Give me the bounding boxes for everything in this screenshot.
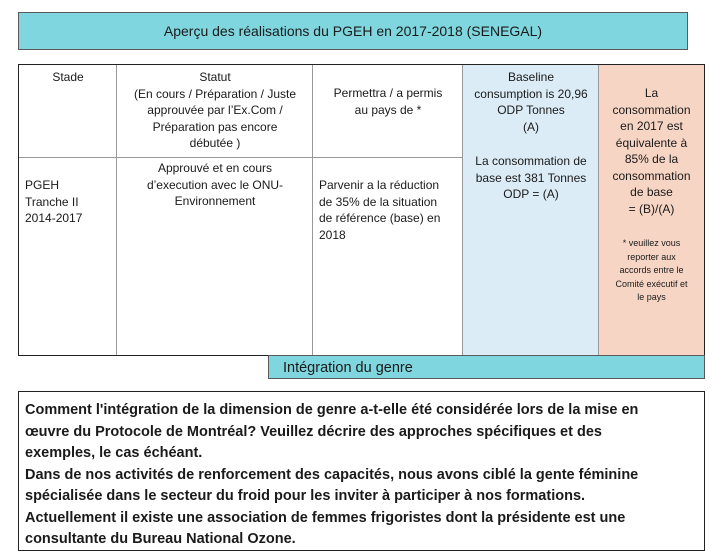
line: consultante du Bureau National Ozone. — [25, 531, 296, 547]
cell-permettra-value — [319, 177, 440, 243]
line: approuvée par l’Ex.Com / — [147, 103, 283, 117]
line: Permettra / a permis — [333, 86, 443, 100]
cell-stade-value — [25, 177, 82, 227]
line: Comment l'intégration de la dimension de genre a-t-elle été considérée lors de la mise en — [25, 402, 639, 418]
line: équivalente à — [615, 135, 688, 150]
line: PGEH — [25, 178, 60, 192]
cell-statut-value — [117, 160, 313, 210]
line: œuvre du Protocole de Montréal? Veuillez décrire des approches spécifiques et des — [25, 423, 602, 440]
line: Dans de nos activités de renforcement des capacités, nous avons ciblé la gente féminine — [25, 466, 639, 483]
line: le pays — [637, 292, 666, 302]
genre-text-box — [18, 391, 705, 551]
genre-heading-bar — [268, 355, 705, 379]
line: Actuellement il existe une association de femmes frigoristes dont la présidente est une — [25, 509, 626, 526]
line: * veuillez vous — [622, 238, 681, 248]
line: (En cours / Préparation / Juste — [133, 86, 297, 101]
line: exemples, le cas échéant. — [25, 445, 203, 461]
line: de référence (base) en — [319, 211, 441, 225]
line: d’execution avec le ONU- — [146, 177, 284, 192]
line: reporter aux — [627, 251, 676, 262]
genre-heading: Intégration du genre — [283, 360, 413, 376]
line: Environnement — [174, 194, 256, 208]
line: Baseline — [507, 70, 555, 84]
line: consommation — [612, 102, 691, 117]
line: de base — [630, 185, 673, 199]
column-permettra — [313, 65, 463, 355]
line: Tranche II — [25, 194, 79, 209]
footnote-note — [599, 237, 704, 305]
column-stade — [19, 65, 117, 355]
line: de 35% de la situation — [319, 194, 438, 209]
header-stade: Stade — [52, 70, 84, 84]
line: Parvenir a la réduction — [319, 178, 440, 192]
line: consumption is 20,96 — [474, 86, 588, 101]
line: en 2017 est — [620, 119, 683, 133]
line: spécialisée dans le secteur du froid pour les inviter à participer à nos formations. — [25, 488, 586, 504]
header-baseline — [463, 69, 599, 135]
page-title: Aperçu des réalisations du PGEH en 2017-2018 (SENEGAL) — [163, 23, 543, 39]
header-statut — [117, 69, 313, 152]
line: Statut — [199, 70, 231, 84]
line: Préparation pas encore — [152, 119, 278, 134]
column-consommation — [599, 65, 704, 355]
line: 85% de la — [624, 152, 679, 166]
line: Comité exécutif et — [615, 278, 688, 289]
line: ODP = (A) — [503, 187, 559, 201]
page-title-banner — [18, 12, 688, 50]
line: La consommation de — [475, 154, 587, 168]
column-baseline — [463, 65, 599, 355]
header-permettra — [313, 85, 463, 118]
line: (A) — [523, 119, 539, 134]
genre-answer — [25, 465, 698, 551]
line: Approuvé et en cours — [157, 161, 273, 175]
cell-consommation — [599, 85, 704, 217]
column-statut — [117, 65, 313, 355]
line: = (B)/(A) — [628, 201, 675, 216]
line: consommation — [612, 168, 691, 183]
line: débutée ) — [189, 136, 241, 150]
line: 2014-2017 — [25, 211, 83, 225]
line: La — [644, 86, 659, 100]
cell-baseline-value — [463, 153, 599, 203]
line: ODP Tonnes — [497, 103, 565, 117]
line: accords entre le — [619, 265, 684, 275]
genre-question — [25, 400, 698, 465]
line: 2018 — [319, 227, 346, 242]
row-divider — [19, 157, 463, 158]
line: au pays de * — [354, 102, 422, 117]
line: base est 381 Tonnes — [475, 170, 587, 185]
summary-table — [18, 64, 705, 356]
